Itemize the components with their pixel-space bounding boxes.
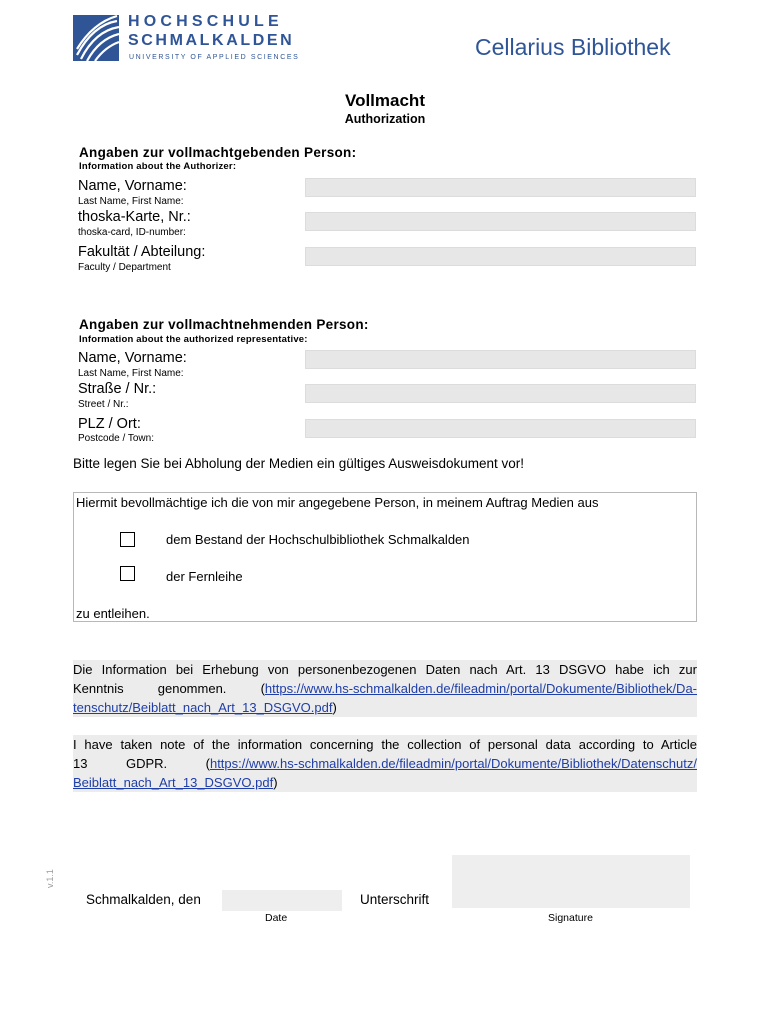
- authorizer-name-field[interactable]: [305, 178, 696, 197]
- representative-heading: Angaben zur vollmachtnehmenden Person:: [79, 317, 369, 332]
- logo-swoosh-icon: [73, 15, 119, 61]
- authorizer-faculty-sublabel: Faculty / Department: [78, 262, 171, 273]
- authorization-box: [73, 492, 697, 622]
- authorizer-card-sublabel: thoska-card, ID-number:: [78, 227, 186, 238]
- representative-town-label: PLZ / Ort:: [78, 416, 141, 432]
- authorizer-subheading: Information about the Authorizer:: [79, 161, 237, 172]
- authorizer-card-label: thoska-Karte, Nr.:: [78, 209, 191, 225]
- option-library-stock-label: dem Bestand der Hochschulbibliothek Schmalkalden: [166, 532, 470, 547]
- privacy-de-link-continued[interactable]: tenschutz/Beiblatt_nach_Art_13_DSGVO.pdf: [73, 700, 333, 715]
- representative-town-field[interactable]: [305, 419, 696, 438]
- place-label: Schmalkalden, den: [86, 892, 201, 907]
- privacy-note-english: [73, 735, 697, 792]
- representative-name-label: Name, Vorname:: [78, 350, 187, 366]
- logo-text-line2: SCHMALKALDEN: [128, 32, 295, 49]
- privacy-en-line2-text: 13 GDPR. (: [73, 756, 210, 771]
- option-interlibrary-loan-label: der Fernleihe: [166, 569, 243, 584]
- representative-subheading: Information about the authorized representative:: [79, 334, 308, 345]
- representative-name-field[interactable]: [305, 350, 696, 369]
- authorizer-faculty-field[interactable]: [305, 247, 696, 266]
- signature-field[interactable]: [452, 855, 690, 908]
- logo-text-line3: UNIVERSITY OF APPLIED SCIENCES: [129, 54, 300, 61]
- representative-name-sublabel: Last Name, First Name:: [78, 368, 184, 379]
- checkbox-library-stock[interactable]: [120, 532, 135, 547]
- authorizer-name-label: Name, Vorname:: [78, 178, 187, 194]
- checkbox-interlibrary-loan[interactable]: [120, 566, 135, 581]
- privacy-en-line2: [73, 754, 697, 773]
- library-title: Cellarius Bibliothek: [475, 34, 671, 60]
- authorization-outro: zu entleihen.: [76, 606, 150, 621]
- date-caption: Date: [265, 912, 288, 924]
- privacy-en-line3-text: ): [273, 775, 278, 790]
- privacy-en-line3: [73, 773, 697, 792]
- authorizer-faculty-label: Fakultät / Abteilung:: [78, 244, 206, 260]
- privacy-de-line2-text: Kenntnis genommen. (: [73, 681, 265, 696]
- privacy-en-line1: I have taken note of the information concerning the collection of personal data according to Article: [73, 737, 697, 752]
- representative-street-sublabel: Street / Nr.:: [78, 399, 129, 410]
- logo-text-line1: HOCHSCHULE: [128, 13, 283, 30]
- authorization-intro: Hiermit bevollmächtige ich die von mir angegebene Person, in meinem Auftrag Medien aus: [76, 495, 599, 510]
- representative-street-field[interactable]: [305, 384, 696, 403]
- privacy-de-line1: Die Information bei Erhebung von personenbezogenen Daten nach Art. 13 DSGVO habe ich zur: [73, 662, 697, 677]
- privacy-note-german: [73, 660, 697, 717]
- authorizer-name-sublabel: Last Name, First Name:: [78, 196, 184, 207]
- authorizer-card-field[interactable]: [305, 212, 696, 231]
- signature-label: Unterschrift: [360, 892, 430, 907]
- privacy-en-link-continued[interactable]: Beiblatt_nach_Art_13_DSGVO.pdf: [73, 775, 274, 790]
- university-logo-mark: [73, 15, 119, 61]
- id-document-note: Bitte legen Sie bei Abholung der Medien ein gültiges Ausweisdokument vor!: [73, 456, 525, 471]
- authorizer-heading: Angaben zur vollmachtgebenden Person:: [79, 145, 357, 160]
- privacy-de-line3: [73, 698, 697, 717]
- document-subtitle: Authorization: [344, 112, 426, 126]
- representative-street-label: Straße / Nr.:: [78, 381, 157, 397]
- privacy-de-line2: [73, 679, 697, 698]
- date-field[interactable]: [222, 890, 342, 911]
- privacy-en-link[interactable]: https://www.hs-schmalkalden.de/fileadmin/portal/Dokumente/Bibliothek/Datenschutz/: [209, 756, 697, 771]
- document-title: Vollmacht: [345, 91, 425, 110]
- version-label: v.1.1: [45, 869, 55, 888]
- representative-town-sublabel: Postcode / Town:: [78, 433, 154, 444]
- privacy-de-line3-text: ): [332, 700, 337, 715]
- signature-caption: Signature: [548, 912, 593, 924]
- privacy-de-link[interactable]: https://www.hs-schmalkalden.de/fileadmin/portal/Dokumente/Bibliothek/Da-: [264, 681, 697, 696]
